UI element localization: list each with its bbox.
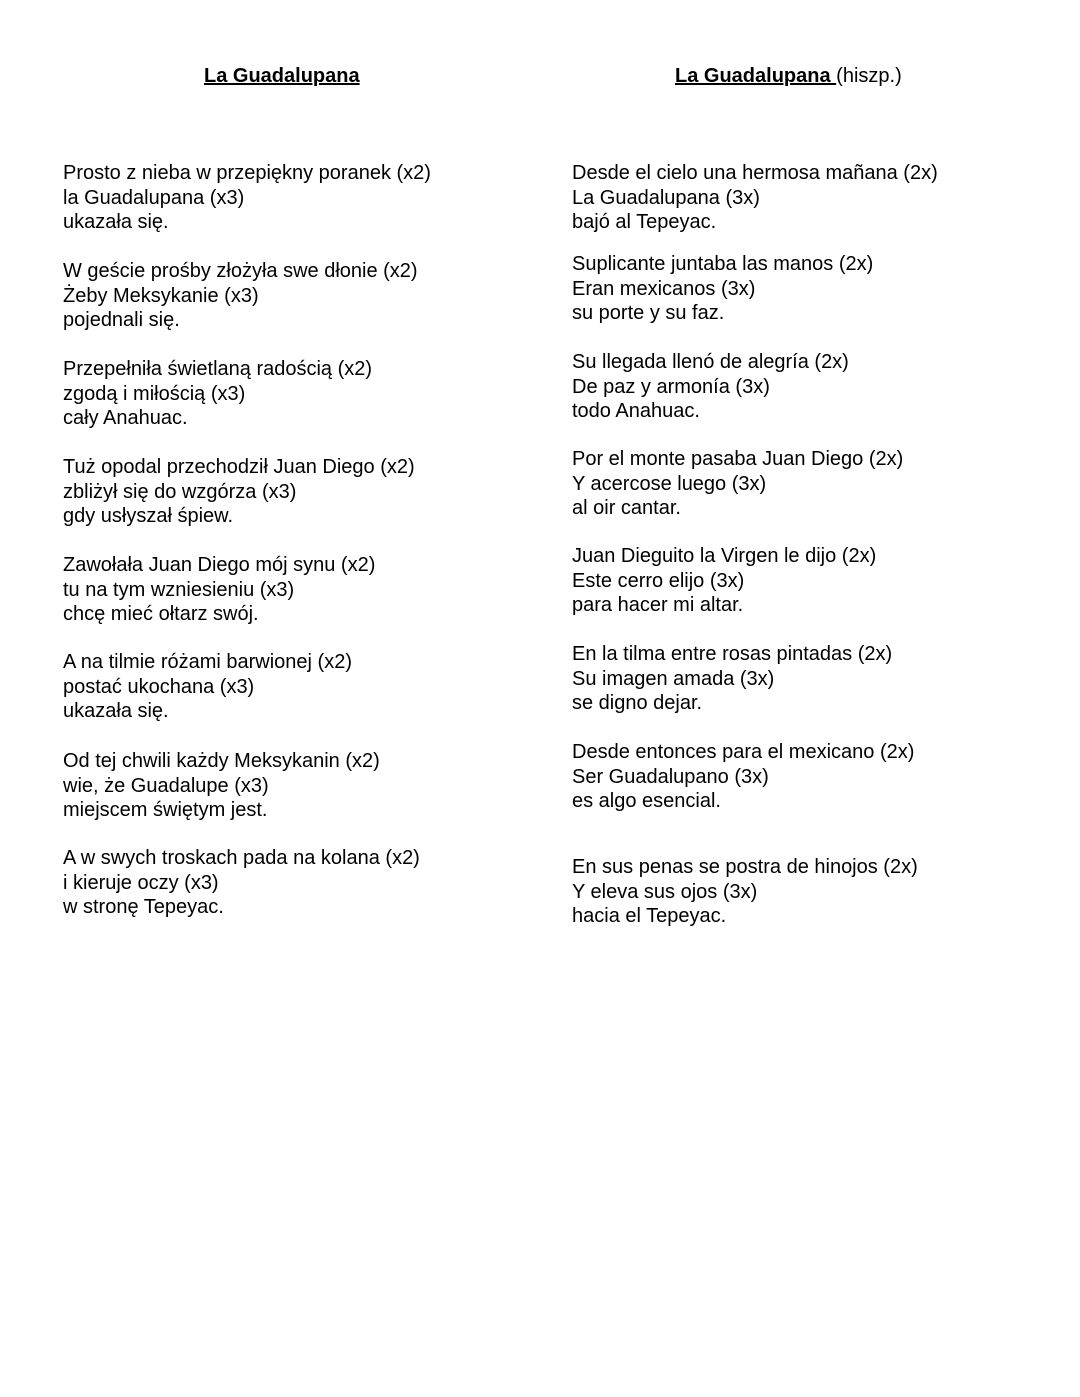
lyric-line: w stronę Tepeyac. bbox=[63, 896, 224, 918]
lyric-line: Y acercose luego (3x) bbox=[572, 472, 767, 495]
lyric-line: Desde entonces para el mexicano (2x) bbox=[572, 741, 915, 763]
polish-stanza-8 bbox=[63, 846, 420, 920]
spanish-stanza-4 bbox=[572, 447, 903, 521]
lyric-line: Por el monte pasaba Juan Diego (2x) bbox=[572, 448, 904, 470]
lyric-line: Prosto z nieba w przepiękny poranek (x2) bbox=[63, 162, 431, 184]
lyric-line: Żeby Meksykanie (x3) bbox=[63, 284, 259, 307]
lyric-line: cały Anahuac. bbox=[63, 407, 188, 429]
lyric-line: la Guadalupana (x3) bbox=[63, 186, 245, 209]
polish-stanza-7 bbox=[63, 749, 380, 823]
spanish-stanza-2 bbox=[572, 252, 873, 326]
lyric-line: hacia el Tepeyac. bbox=[572, 905, 727, 927]
lyric-line: ukazała się. bbox=[63, 700, 169, 722]
lyric-line: Desde el cielo una hermosa mañana (2x) bbox=[572, 162, 938, 184]
lyric-line: A na tilmie różami barwionej (x2) bbox=[63, 651, 352, 673]
lyric-line: Este cerro elijo (3x) bbox=[572, 569, 745, 592]
lyric-line: Juan Dieguito la Virgen le dijo (2x) bbox=[572, 545, 877, 567]
lyric-line: pojednali się. bbox=[63, 309, 180, 331]
polish-title bbox=[204, 64, 360, 88]
spanish-stanza-6 bbox=[572, 642, 892, 716]
lyric-line: Zawołała Juan Diego mój synu (x2) bbox=[63, 554, 376, 576]
lyric-line: al oir cantar. bbox=[572, 497, 681, 519]
lyric-line: De paz y armonía (3x) bbox=[572, 375, 770, 398]
lyric-line: Tuż opodal przechodził Juan Diego (x2) bbox=[63, 456, 415, 478]
lyric-line: ukazała się. bbox=[63, 211, 169, 233]
lyric-line: miejscem świętym jest. bbox=[63, 799, 268, 821]
spanish-stanza-5 bbox=[572, 544, 876, 618]
polish-stanza-4 bbox=[63, 455, 415, 529]
polish-title-text: La Guadalupana bbox=[204, 65, 360, 87]
spanish-stanza-1 bbox=[572, 161, 938, 235]
lyric-line: En la tilma entre rosas pintadas (2x) bbox=[572, 643, 893, 665]
lyric-line: zgodą i miłością (x3) bbox=[63, 382, 246, 405]
lyric-line: W geście prośby złożyła swe dłonie (x2) bbox=[63, 260, 418, 282]
spanish-stanza-7 bbox=[572, 740, 914, 814]
lyric-line: Od tej chwili każdy Meksykanin (x2) bbox=[63, 750, 380, 772]
lyric-line: chcę mieć ołtarz swój. bbox=[63, 603, 259, 625]
lyric-line: A w swych troskach pada na kolana (x2) bbox=[63, 847, 420, 869]
polish-stanza-3 bbox=[63, 357, 372, 431]
lyric-line: Eran mexicanos (3x) bbox=[572, 277, 756, 300]
lyric-line: La Guadalupana (3x) bbox=[572, 186, 760, 209]
lyric-line: Suplicante juntaba las manos (2x) bbox=[572, 253, 874, 275]
spanish-stanza-3 bbox=[572, 350, 849, 424]
lyric-line: Ser Guadalupano (3x) bbox=[572, 765, 769, 788]
lyric-line: Su llegada llenó de alegría (2x) bbox=[572, 351, 849, 373]
lyric-line: su porte y su faz. bbox=[572, 302, 725, 324]
lyric-line: todo Anahuac. bbox=[572, 400, 700, 422]
lyric-line: Su imagen amada (3x) bbox=[572, 667, 775, 690]
polish-stanza-5 bbox=[63, 553, 375, 627]
lyric-line: Przepełniła świetlaną radością (x2) bbox=[63, 358, 373, 380]
lyric-line: tu na tym wzniesieniu (x3) bbox=[63, 578, 295, 601]
lyric-line: postać ukochana (x3) bbox=[63, 675, 255, 698]
polish-stanza-1 bbox=[63, 161, 431, 235]
lyric-line: bajó al Tepeyac. bbox=[572, 211, 717, 233]
polish-stanza-2 bbox=[63, 259, 418, 333]
lyric-line: se digno dejar. bbox=[572, 692, 703, 714]
spanish-title-text: La Guadalupana bbox=[675, 65, 837, 87]
lyric-line: para hacer mi altar. bbox=[572, 594, 744, 616]
lyric-line: wie, że Guadalupe (x3) bbox=[63, 774, 269, 797]
lyric-line: zbliżył się do wzgórza (x3) bbox=[63, 480, 297, 503]
lyric-line: gdy usłyszał śpiew. bbox=[63, 505, 234, 527]
spanish-title-language-note: (hiszp.) bbox=[836, 65, 902, 87]
spanish-stanza-8 bbox=[572, 855, 918, 929]
lyric-line: i kieruje oczy (x3) bbox=[63, 871, 219, 894]
lyric-line: Y eleva sus ojos (3x) bbox=[572, 880, 758, 903]
lyric-line: En sus penas se postra de hinojos (2x) bbox=[572, 856, 918, 878]
lyric-line: es algo esencial. bbox=[572, 790, 721, 812]
spanish-title bbox=[675, 64, 902, 88]
polish-stanza-6 bbox=[63, 650, 352, 724]
